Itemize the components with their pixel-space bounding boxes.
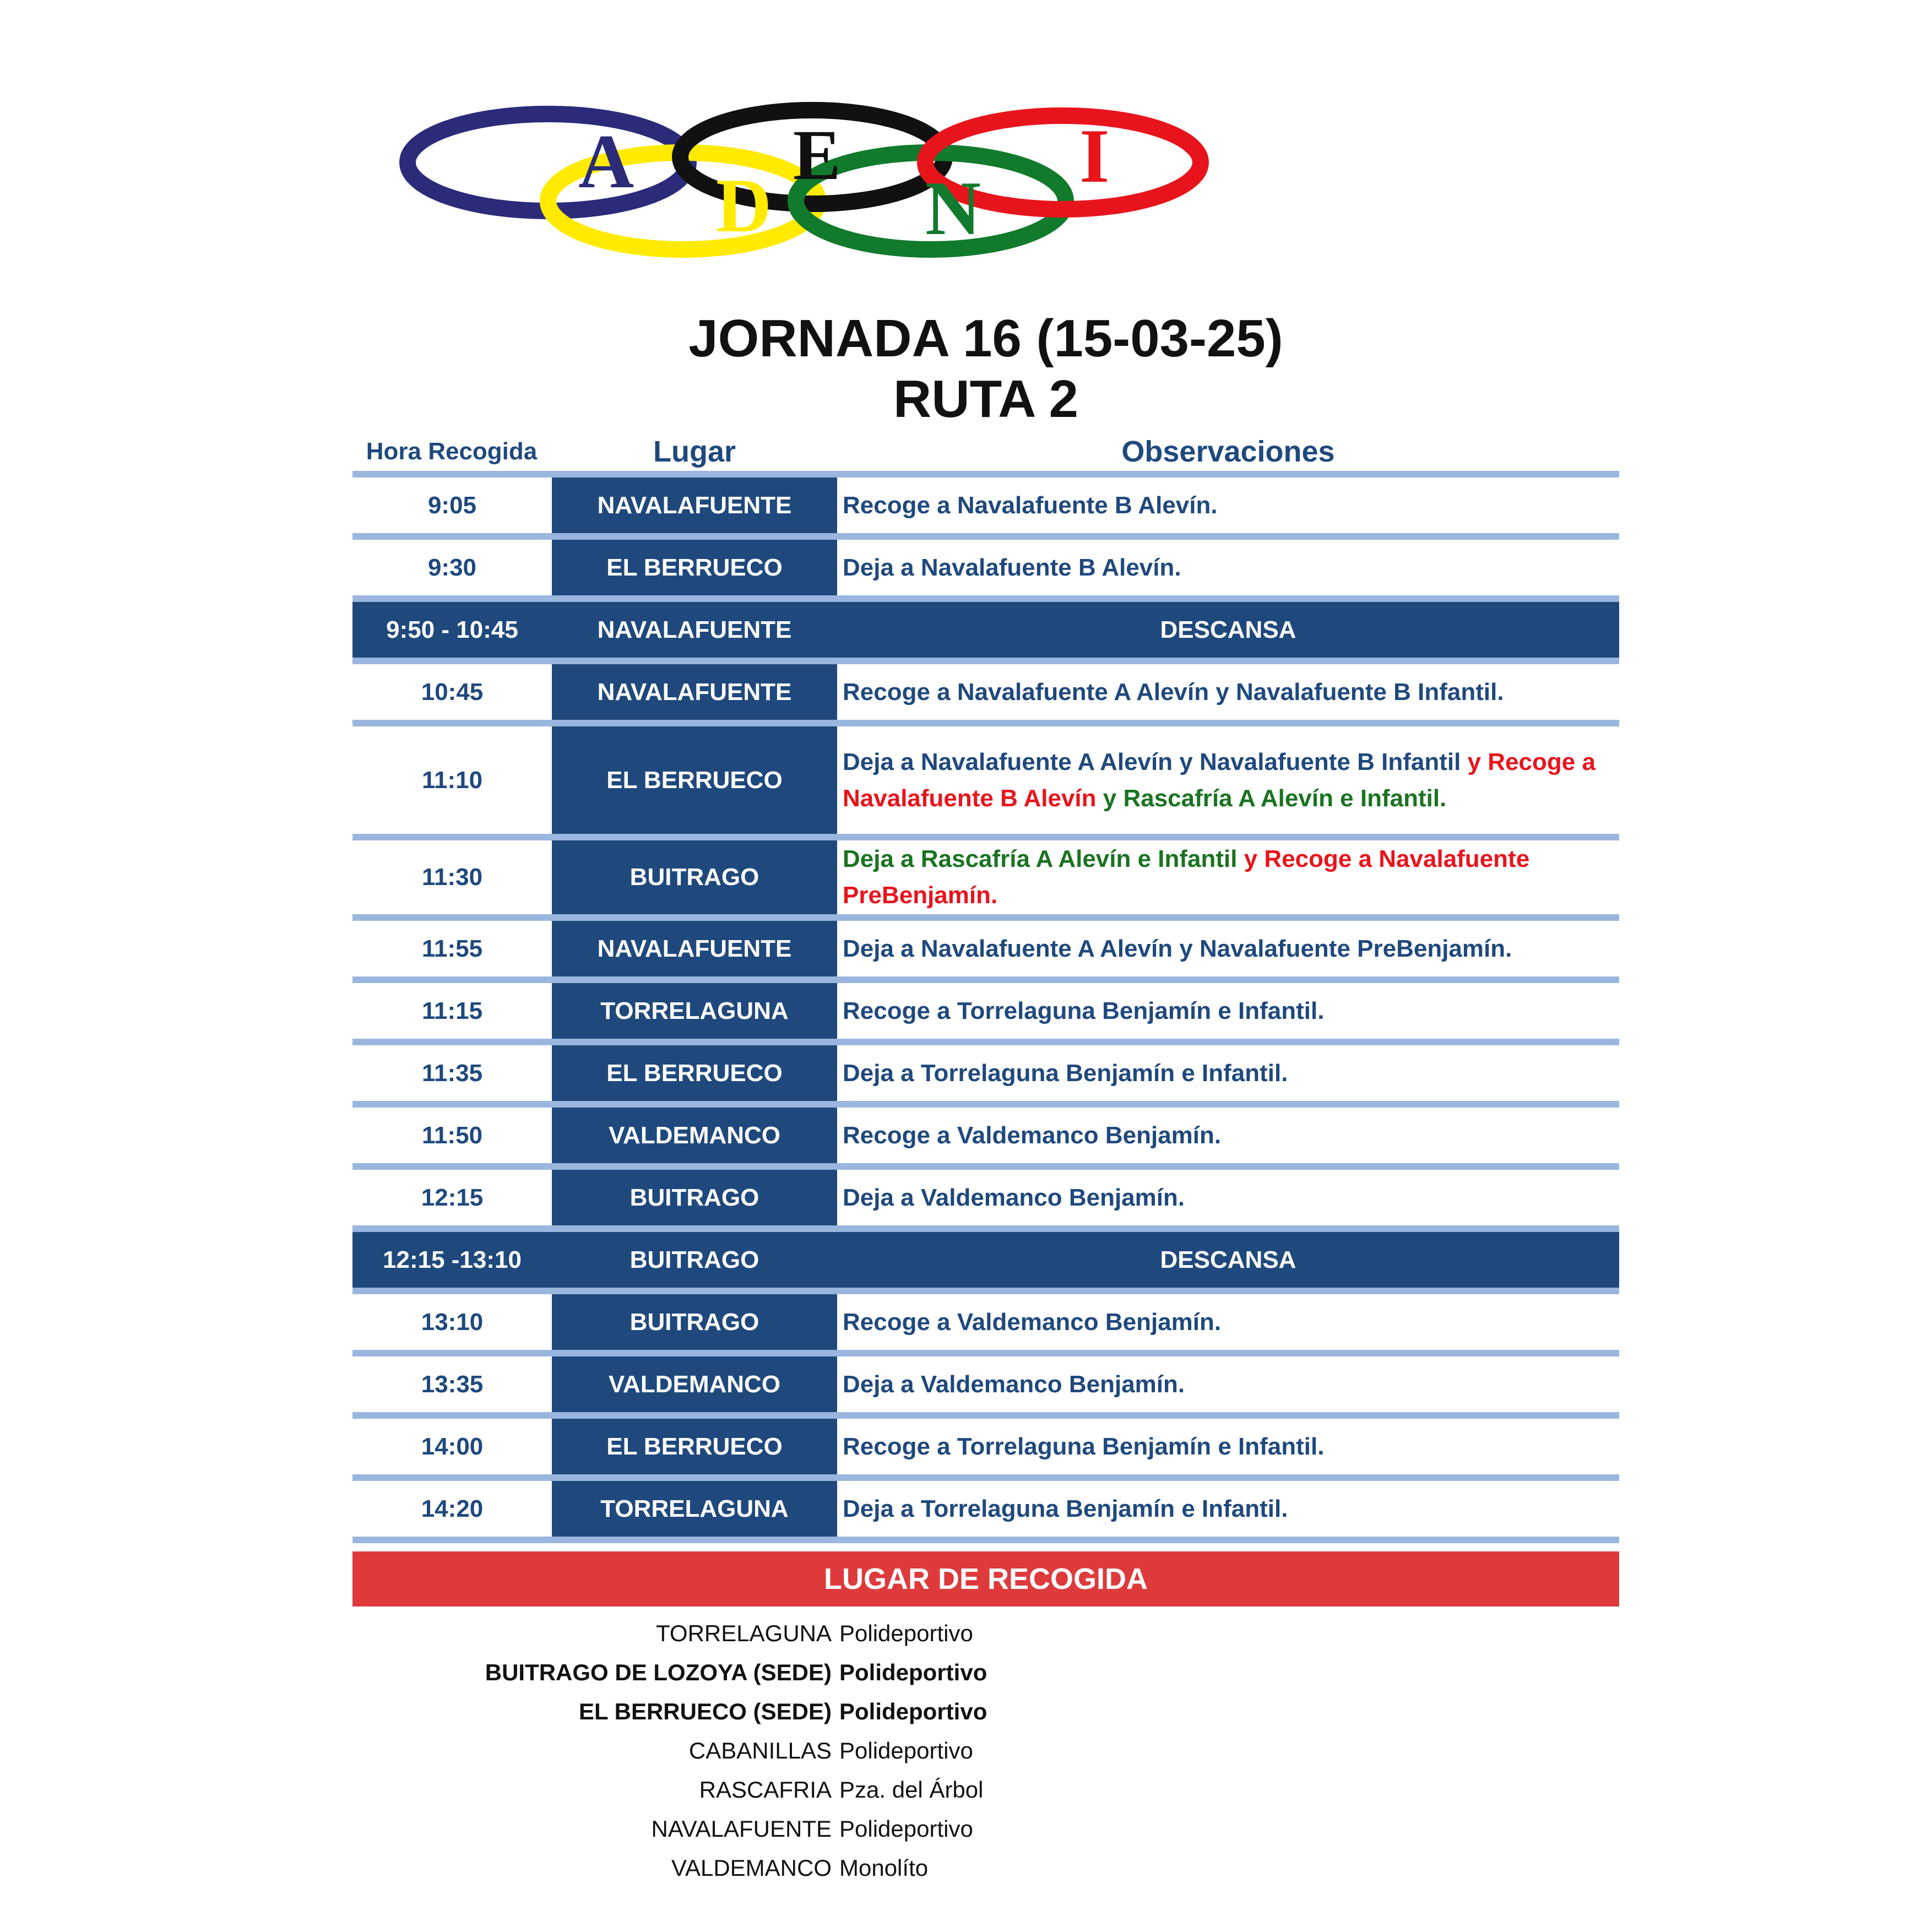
pickup-place-row xyxy=(352,1653,1344,1692)
obs-segment: Deja a Valdemanco Benjamín. xyxy=(843,1370,1185,1398)
cell-observaciones xyxy=(837,1356,1619,1412)
cell-hora: 14:00 xyxy=(352,1419,552,1474)
pickup-place-location: Polideportivo xyxy=(839,1659,987,1685)
obs-text xyxy=(843,1366,1185,1403)
obs-segment: Deja a Navalafuente A Alevín y Navalafuente B Infantil xyxy=(843,748,1468,775)
pickup-place-name: RASCAFRIA xyxy=(699,1776,832,1803)
obs-text xyxy=(843,1304,1221,1341)
obs-segment: Deja a Valdemanco Benjamín. xyxy=(843,1184,1185,1211)
pickup-place-location: Polideportivo xyxy=(839,1620,973,1646)
obs-segment: y Recoge a Navalafuente PreBenjamín. xyxy=(843,845,1530,909)
cell-lugar: BUITRAGO xyxy=(552,840,837,914)
page-subtitle: RUTA 2 xyxy=(893,370,1078,428)
cell-observaciones xyxy=(837,540,1619,595)
obs-segment: Deja a Torrelaguna Benjamín e Infantil. xyxy=(843,1495,1288,1522)
table-row xyxy=(352,540,1619,602)
cell-lugar: BUITRAGO xyxy=(552,1170,837,1225)
obs-segment: Deja a Torrelaguna Benjamín e Infantil. xyxy=(843,1059,1288,1087)
cell-observaciones xyxy=(837,840,1619,914)
pickup-place-name: NAVALAFUENTE xyxy=(651,1815,832,1842)
obs-text xyxy=(843,487,1218,524)
cell-observaciones xyxy=(837,664,1619,720)
page-title: JORNADA 16 (15-03-25) xyxy=(688,309,1283,368)
obs-segment: Recoge a Valdemanco Benjamín. xyxy=(843,1308,1222,1336)
obs-segment: DESCANSA xyxy=(1160,616,1296,643)
cell-observaciones xyxy=(837,983,1619,1039)
obs-segment: Deja a Rascafría A Alevín e Infantil xyxy=(843,845,1244,872)
table-row xyxy=(352,1170,1619,1232)
cell-hora: 10:45 xyxy=(352,664,552,720)
cell-observaciones xyxy=(837,477,1619,533)
obs-text xyxy=(843,550,1181,586)
obs-text xyxy=(843,674,1504,710)
table-row xyxy=(352,477,1619,540)
pickup-place-location: Pza. del Árbol xyxy=(839,1776,984,1803)
obs-text xyxy=(843,1491,1288,1527)
obs-segment: Recoge a Torrelaguna Benjamín e Infantil. xyxy=(843,997,1325,1024)
cell-hora: 11:55 xyxy=(352,921,552,976)
cell-hora: 12:15 -13:10 xyxy=(352,1232,552,1288)
pickup-place-location: Polideportivo xyxy=(839,1815,973,1842)
cell-observaciones xyxy=(837,1294,1619,1350)
cell-observaciones xyxy=(837,921,1619,976)
rest-row xyxy=(352,1232,1619,1294)
pickup-place-name: VALDEMANCO xyxy=(671,1854,832,1881)
obs-text xyxy=(1160,1242,1296,1278)
cell-observaciones xyxy=(837,602,1619,658)
logo-letter-a: A xyxy=(578,119,634,204)
table-row xyxy=(352,1294,1619,1356)
obs-text xyxy=(843,841,1611,914)
table-row xyxy=(352,1481,1619,1543)
cell-lugar: NAVALAFUENTE xyxy=(552,921,837,976)
obs-segment: Recoge a Torrelaguna Benjamín e Infantil. xyxy=(843,1432,1325,1460)
cell-hora: 14:20 xyxy=(352,1481,552,1537)
cell-lugar: TORRELAGUNA xyxy=(552,983,837,1039)
cell-hora: 11:35 xyxy=(352,1045,552,1101)
cell-observaciones xyxy=(837,1232,1619,1288)
obs-segment: Deja a Navalafuente B Alevín. xyxy=(843,553,1181,581)
cell-observaciones xyxy=(837,1170,1619,1225)
table-row xyxy=(352,921,1619,983)
schedule-table xyxy=(352,471,1619,1543)
cell-observaciones xyxy=(837,726,1619,834)
obs-text xyxy=(843,1055,1288,1092)
pickup-place-row xyxy=(352,1770,1344,1809)
cell-hora: 9:30 xyxy=(352,540,552,595)
table-row xyxy=(352,1419,1619,1481)
cell-hora: 11:10 xyxy=(352,726,552,834)
cell-hora: 13:10 xyxy=(352,1294,552,1350)
pickup-place-name: EL BERRUECO (SEDE) xyxy=(579,1698,832,1724)
obs-text xyxy=(843,993,1324,1029)
cell-hora: 9:50 - 10:45 xyxy=(352,602,552,658)
cell-hora: 11:50 xyxy=(352,1108,552,1163)
pickup-place-row xyxy=(352,1809,1344,1848)
cell-hora: 13:35 xyxy=(352,1356,552,1412)
table-row xyxy=(352,1356,1619,1419)
table-row xyxy=(352,983,1619,1045)
obs-segment: Deja a Navalafuente A Alevín y Navalafuente PreBenjamín. xyxy=(843,935,1512,962)
cell-lugar: NAVALAFUENTE xyxy=(552,477,837,533)
obs-segment: Recoge a Navalafuente A Alevín y Navalafuente B Infantil. xyxy=(843,678,1504,705)
pickup-place-name: BUITRAGO DE LOZOYA (SEDE) xyxy=(485,1659,832,1685)
cell-lugar: NAVALAFUENTE xyxy=(552,664,837,720)
obs-segment: DESCANSA xyxy=(1160,1246,1296,1273)
obs-text xyxy=(843,931,1512,967)
header-observaciones: Observaciones xyxy=(1121,435,1335,468)
adeni-logo xyxy=(397,99,1575,270)
cell-lugar: EL BERRUECO xyxy=(552,540,837,595)
header-lugar: Lugar xyxy=(653,435,736,468)
cell-lugar: EL BERRUECO xyxy=(552,1045,837,1101)
cell-lugar: VALDEMANCO xyxy=(552,1356,837,1412)
pickup-place-location: Polideportivo xyxy=(839,1698,987,1724)
pickup-place-name: CABANILLAS xyxy=(688,1737,832,1763)
obs-segment: Recoge a Valdemanco Benjamín. xyxy=(843,1121,1222,1149)
cell-lugar: BUITRAGO xyxy=(552,1232,837,1288)
cell-hora: 9:05 xyxy=(352,477,552,533)
table-row xyxy=(352,664,1619,726)
cell-hora: 11:30 xyxy=(352,840,552,914)
cell-observaciones xyxy=(837,1045,1619,1101)
obs-text xyxy=(843,1117,1221,1154)
cell-observaciones xyxy=(837,1481,1619,1537)
obs-segment: Recoge a Navalafuente B Alevín. xyxy=(843,491,1218,519)
logo-letter-i: I xyxy=(1079,113,1110,199)
cell-lugar: BUITRAGO xyxy=(552,1294,837,1350)
pickup-place-row xyxy=(352,1692,1344,1731)
obs-segment: y Recoge a Navalafuente B Alevín xyxy=(843,748,1595,812)
obs-segment: y Rascafría A Alevín e Infantil. xyxy=(1103,784,1447,812)
obs-text xyxy=(843,744,1611,817)
logo-letter-e: E xyxy=(793,116,841,195)
header-hora-recogida: Hora Recogida xyxy=(366,438,538,465)
rest-row xyxy=(352,602,1619,664)
cell-observaciones xyxy=(837,1108,1619,1163)
cell-observaciones xyxy=(837,1419,1619,1474)
lugar-de-recogida-banner: LUGAR DE RECOGIDA xyxy=(352,1551,1619,1607)
pickup-places-list xyxy=(352,1614,1344,1887)
cell-lugar: VALDEMANCO xyxy=(552,1108,837,1163)
pickup-place-row xyxy=(352,1614,1344,1653)
pickup-place-row xyxy=(352,1731,1344,1770)
logo-letter-n: N xyxy=(925,166,981,251)
logo-letter-d: D xyxy=(716,163,772,248)
table-row xyxy=(352,1045,1619,1108)
obs-text xyxy=(843,1180,1185,1216)
cell-hora: 12:15 xyxy=(352,1170,552,1225)
pickup-place-location: Monolíto xyxy=(839,1854,929,1881)
table-row xyxy=(352,840,1619,921)
pickup-place-location: Polideportivo xyxy=(839,1737,973,1763)
cell-lugar: EL BERRUECO xyxy=(552,1419,837,1474)
pickup-place-name: TORRELAGUNA xyxy=(656,1620,832,1646)
obs-text xyxy=(1160,612,1296,648)
obs-text xyxy=(843,1429,1324,1465)
cell-lugar: NAVALAFUENTE xyxy=(552,602,837,658)
cell-hora: 11:15 xyxy=(352,983,552,1039)
cell-lugar: EL BERRUECO xyxy=(552,726,837,834)
pickup-place-row xyxy=(352,1848,1344,1887)
cell-lugar: TORRELAGUNA xyxy=(552,1481,837,1537)
table-row xyxy=(352,726,1619,840)
table-row xyxy=(352,1108,1619,1170)
